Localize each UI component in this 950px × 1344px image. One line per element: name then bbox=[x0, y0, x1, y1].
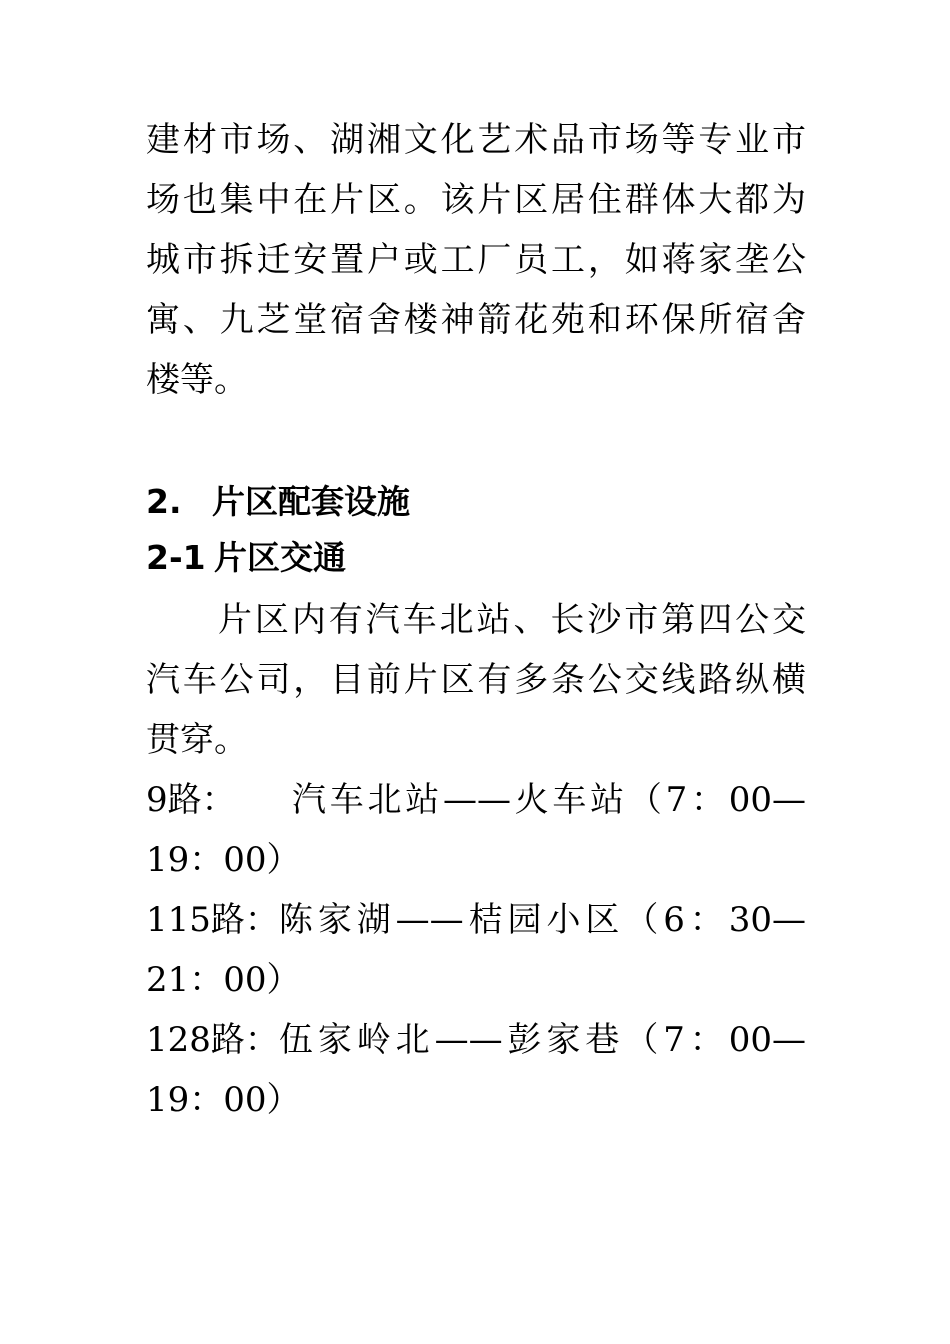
route-stops: 伍家岭北——彭家巷（7：00— bbox=[278, 1020, 806, 1060]
route-115-continuation: 21：00） bbox=[146, 960, 301, 1000]
intro-line-4: 寓、九芝堂宿舍楼神箭花苑和环保所宿舍 bbox=[146, 300, 806, 340]
route-128-continuation: 19：00） bbox=[146, 1080, 301, 1120]
route-9-continuation: 19：00） bbox=[146, 840, 301, 880]
route-list bbox=[146, 770, 806, 1130]
transport-line-2: 汽车公司，目前片区有多条公交线路纵横 bbox=[146, 660, 806, 700]
subsection-number: 2-1 bbox=[146, 538, 206, 577]
intro-line-2: 场也集中在片区。该片区居住群体大都为 bbox=[146, 180, 806, 220]
transport-line-1: 片区内有汽车北站、长沙市第四公交 bbox=[218, 600, 806, 640]
intro-line-1: 建材市场、湖湘文化艺术品市场等专业市 bbox=[146, 120, 806, 160]
transport-paragraph bbox=[146, 590, 806, 770]
section-title: 片区配套设施 bbox=[212, 482, 410, 521]
route-label: 9路： bbox=[146, 780, 236, 820]
section-heading-2-1 bbox=[146, 530, 806, 586]
intro-line-3: 城市拆迁安置户或工厂员工，如蒋家垄公 bbox=[146, 240, 806, 280]
route-stops: 陈家湖——桔园小区（6：30— bbox=[278, 900, 806, 940]
route-label: 115路： bbox=[146, 900, 279, 940]
route-128 bbox=[146, 1010, 806, 1070]
intro-line-5: 楼等。 bbox=[146, 360, 248, 400]
section-heading-2 bbox=[146, 474, 806, 530]
route-9 bbox=[146, 770, 806, 830]
intro-paragraph bbox=[146, 110, 806, 410]
route-115 bbox=[146, 890, 806, 950]
blank-line bbox=[146, 410, 806, 470]
transport-line-3: 贯穿。 bbox=[146, 720, 248, 760]
document-page bbox=[146, 110, 806, 1130]
route-stops: 汽车北站——火车站（7：00— bbox=[292, 780, 806, 820]
section-number: 2. bbox=[146, 482, 182, 521]
route-label: 128路： bbox=[146, 1020, 279, 1060]
subsection-title: 片区交通 bbox=[214, 538, 346, 577]
